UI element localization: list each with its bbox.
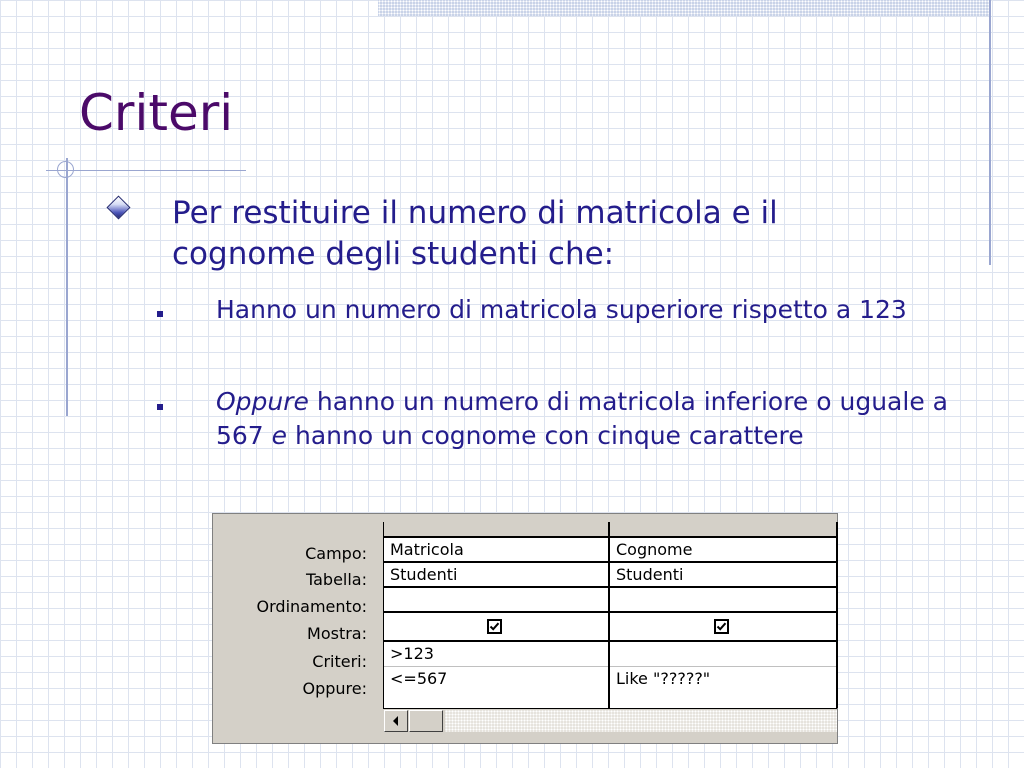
- cell-ordinamento-2[interactable]: [610, 588, 836, 613]
- italic-oppure: Oppure: [216, 387, 309, 416]
- checkmark-icon: [489, 621, 500, 632]
- row-label-tabella: Tabella:: [305, 570, 367, 589]
- query-design-grid: [212, 513, 838, 744]
- row-label-ordinamento: Ordinamento:: [256, 597, 367, 616]
- square-bullet-icon: [157, 404, 163, 410]
- cell-mostra-1[interactable]: [384, 613, 608, 642]
- scroll-track[interactable]: [445, 710, 837, 732]
- show-checkbox-2[interactable]: [714, 619, 729, 634]
- arrow-left-icon: [385, 711, 407, 731]
- column-divider: [836, 522, 838, 708]
- scroll-thumb[interactable]: [409, 710, 443, 732]
- row-label-mostra: Mostra:: [307, 624, 367, 643]
- cell-oppure-1[interactable]: <=567: [390, 669, 448, 688]
- header-decoration: [378, 0, 990, 16]
- square-bullet-icon: [157, 311, 163, 317]
- row-label-campo: Campo:: [305, 544, 367, 563]
- cell-campo-1[interactable]: Matricola: [384, 538, 608, 563]
- cell-oppure-2[interactable]: Like "?????": [616, 669, 711, 688]
- cell-ordinamento-1[interactable]: [384, 588, 608, 613]
- sub-bullet-2-part-a: hanno un numero di matricola inferiore o uguale a 567: [216, 387, 948, 450]
- checkmark-icon: [716, 621, 727, 632]
- cell-campo-2[interactable]: Cognome: [610, 538, 836, 563]
- column-selector-2[interactable]: [610, 522, 838, 538]
- cell-tabella-2[interactable]: Studenti: [610, 563, 836, 588]
- title-underline: [46, 170, 246, 171]
- sub-bullet-1: Hanno un numero di matricola superiore rispetto a 123: [216, 295, 907, 324]
- sub-bullet-2: [216, 385, 956, 453]
- italic-e: e: [271, 421, 288, 450]
- cell-mostra-2[interactable]: [610, 613, 836, 642]
- grid-columns: [383, 522, 838, 708]
- horizontal-scrollbar[interactable]: [383, 708, 837, 734]
- row-label-oppure: Oppure:: [302, 679, 367, 698]
- cell-tabella-1[interactable]: Studenti: [384, 563, 608, 588]
- column-selector-1[interactable]: [384, 522, 608, 538]
- sub-bullet-2-part-b: hanno un cognome con cinque carattere: [287, 421, 804, 450]
- scroll-left-button[interactable]: [384, 710, 408, 732]
- diamond-bullet-icon: [106, 195, 130, 219]
- main-bullet-text: Per restituire il numero di matricola e il cognome degli studenti che:: [172, 195, 778, 272]
- cell-criteri-2[interactable]: [610, 642, 836, 667]
- left-guide-line: [66, 158, 68, 416]
- ring-decoration: [57, 161, 74, 178]
- slide-title: Criteri: [79, 84, 234, 142]
- show-checkbox-1[interactable]: [487, 619, 502, 634]
- row-label-criteri: Criteri:: [312, 652, 367, 671]
- right-guide-line: [989, 0, 991, 265]
- cell-criteri-1[interactable]: >123: [384, 642, 608, 667]
